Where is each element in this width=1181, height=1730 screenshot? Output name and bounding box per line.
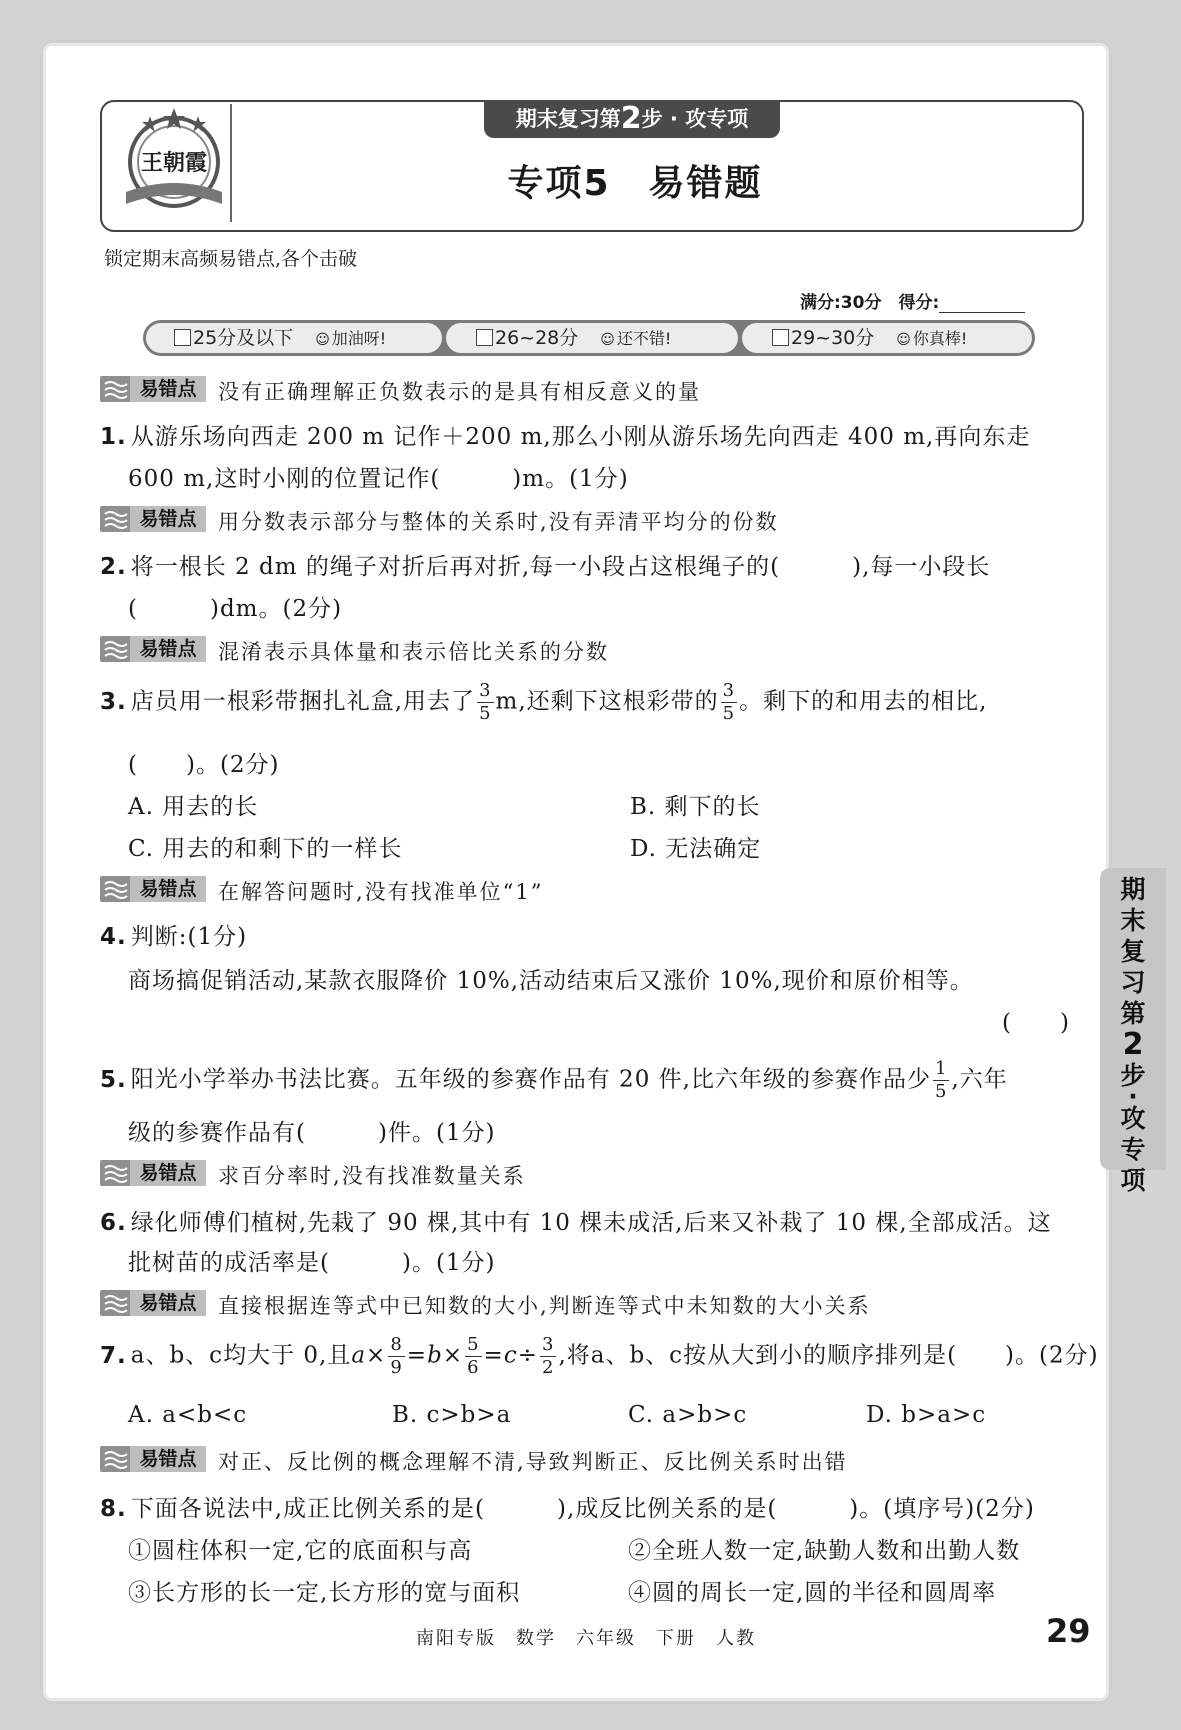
question-text: ,将a、b、c按从大到小的顺序排列是( )。(2分) — [558, 1342, 1099, 1369]
error-tag — [100, 1290, 206, 1316]
footer: 南阳专版 数学 六年级 下册 人教 — [416, 1628, 756, 1649]
face-icon: ☺ — [600, 332, 615, 348]
rating-bar — [143, 320, 1035, 356]
statement-3: ③长方形的长一定,长方形的宽与面积 — [128, 1580, 521, 1606]
question-text: 。剩下的和用去的相比, — [739, 688, 988, 715]
rating-range: 26~28分 — [495, 327, 579, 349]
side-tab-char: 期 — [1120, 875, 1146, 904]
option-d[interactable]: D. 无法确定 — [630, 836, 762, 862]
question-2-cont: ( )dm。(2分) — [128, 596, 343, 622]
side-tab-char: 步 — [1120, 1061, 1146, 1090]
page-number: 29 — [1046, 1612, 1091, 1650]
checkbox[interactable] — [174, 329, 191, 346]
score-blank[interactable] — [939, 294, 1025, 313]
tag-label: 易错点 — [130, 876, 206, 902]
side-tab-char: · — [1128, 1082, 1138, 1111]
question-text: 下面各说法中,成正比例关系的是( ),成反比例关系的是( )。(填序号)(2分) — [130, 1496, 1035, 1522]
tip-text: 对正、反比例的概念理解不清,导致判断正、反比例关系时出错 — [218, 1450, 848, 1474]
numerator: 8 — [390, 1334, 403, 1355]
question-number: 6. — [100, 1210, 127, 1236]
question-4 — [100, 918, 247, 951]
fraction — [465, 1334, 481, 1379]
error-tag — [100, 1446, 206, 1472]
question-1-cont: 600 m,这时小刚的位置记作( )m。(1分) — [128, 466, 629, 492]
error-tag — [100, 376, 206, 402]
score-line — [800, 288, 1025, 313]
rating-comment: 加油呀! — [331, 329, 387, 348]
numerator: 5 — [467, 1334, 480, 1355]
checkbox[interactable] — [772, 329, 789, 346]
option-b[interactable]: B. c>b>a — [392, 1402, 512, 1428]
face-icon: ☺ — [315, 332, 330, 348]
question-3-cont: ( )。(2分) — [128, 752, 280, 778]
question-8 — [100, 1490, 1035, 1523]
waves-icon — [104, 1163, 128, 1183]
error-tag — [100, 876, 206, 902]
question-2 — [100, 548, 990, 581]
option-a[interactable]: A. 用去的长 — [128, 794, 259, 820]
waves-icon — [104, 379, 128, 399]
waves-icon — [104, 1449, 128, 1469]
question-number: 5. — [100, 1066, 127, 1093]
side-tab-char: 2 — [1122, 1027, 1144, 1062]
waves-icon — [104, 639, 128, 659]
option-a[interactable]: A. a<b<c — [128, 1402, 248, 1428]
question-number: 4. — [100, 924, 127, 950]
tag-label: 易错点 — [130, 636, 206, 662]
numerator: 3 — [541, 1334, 555, 1355]
tag-label: 易错点 — [130, 506, 206, 532]
tip-text: 求百分率时,没有找准数量关系 — [218, 1164, 526, 1188]
numerator: 3 — [479, 680, 492, 701]
fraction — [540, 1334, 556, 1379]
question-number: 2. — [100, 554, 127, 580]
side-tab-char: 专 — [1120, 1135, 1146, 1164]
question-number: 7. — [100, 1342, 127, 1369]
side-tab-char: 末 — [1120, 906, 1146, 935]
question-text: 店员用一根彩带捆扎礼盒,用去了 — [130, 688, 476, 715]
question-number: 8. — [100, 1496, 127, 1522]
score-label: 得分: — [898, 293, 940, 313]
fraction — [933, 1058, 949, 1103]
tip-text: 混淆表示具体量和表示倍比关系的分数 — [218, 640, 609, 664]
logo-text: 王朝霞 — [140, 150, 208, 176]
error-tag — [100, 1160, 206, 1186]
waves-icon — [104, 879, 128, 899]
side-tab-char: 第 — [1120, 999, 1146, 1028]
rating-item — [146, 323, 442, 353]
option-c[interactable]: C. 用去的和剩下的一样长 — [128, 836, 403, 862]
tag-label: 易错点 — [130, 1446, 206, 1472]
question-text: 阳光小学举办书法比赛。五年级的参赛作品有 20 件,比六年级的参赛作品少 — [130, 1066, 931, 1093]
rating-comment: 你真棒! — [912, 329, 968, 348]
subtitle: 锁定期末高频易错点,各个击破 — [104, 248, 358, 270]
judgment-paren[interactable]: ( ) — [1002, 1010, 1070, 1036]
question-number: 3. — [100, 688, 127, 715]
question-5 — [100, 1058, 1008, 1103]
option-c[interactable]: C. a>b>c — [628, 1402, 748, 1428]
side-tab-char: 项 — [1120, 1166, 1146, 1195]
question-text: ,六年 — [951, 1066, 1008, 1093]
fraction — [721, 680, 737, 725]
denominator: 9 — [390, 1357, 403, 1378]
step-tab — [484, 100, 780, 138]
waves-icon — [104, 1293, 128, 1313]
rating-range: 25分及以下 — [193, 327, 294, 349]
tip-text: 在解答问题时,没有找准单位“1” — [218, 880, 544, 904]
question-text: 判断:(1分) — [130, 924, 248, 950]
side-tab-char: 复 — [1120, 937, 1146, 966]
side-tab — [1100, 868, 1166, 1195]
denominator: 5 — [479, 703, 492, 724]
question-7: 7. a、b、c均大于 0,且a× $\frac{8}{9}$ =b× $\frac{5}{6}$ =c÷ $\frac{3}{2}$ ,将a、b、c按从大到小的顺序排列是( )。(2分) — [100, 1334, 1099, 1378]
question-5-cont: 级的参赛作品有( )件。(1分) — [128, 1120, 496, 1146]
side-tab-char: 攻 — [1120, 1104, 1146, 1133]
rating-item — [446, 323, 738, 353]
error-tag — [100, 636, 206, 662]
denominator: 6 — [467, 1357, 480, 1378]
fraction — [477, 680, 493, 725]
statement-4: ④圆的周长一定,圆的半径和圆周率 — [628, 1580, 997, 1606]
face-icon: ☺ — [896, 332, 911, 348]
tag-label: 易错点 — [130, 1160, 206, 1186]
question-text: a、b、c均大于 0,且 — [130, 1342, 352, 1369]
side-tab-char: 习 — [1120, 968, 1146, 997]
question-text: 绿化师傅们植树,先栽了 90 棵,其中有 10 棵未成活,后来又补栽了 10 棵,全部成活。这 — [130, 1210, 1052, 1236]
option-b[interactable]: B. 剩下的长 — [630, 794, 761, 820]
numerator: 3 — [722, 680, 736, 701]
step-suffix: 步 · 攻专项 — [641, 107, 749, 131]
question-number: 1. — [100, 424, 127, 450]
step-prefix: 期末复习第 — [515, 107, 621, 131]
denominator: 5 — [934, 1081, 948, 1102]
rating-comment: 还不错! — [616, 329, 672, 348]
step-number: 2 — [620, 101, 642, 136]
full-score: 满分:30分 — [800, 293, 882, 313]
tag-label: 易错点 — [130, 376, 206, 402]
rating-range: 29~30分 — [791, 327, 875, 349]
question-text: 从游乐场向西走 200 m 记作＋200 m,那么小刚从游乐场先向西走 400 m,再向东走 — [130, 424, 1031, 450]
denominator: 5 — [722, 703, 736, 724]
option-d[interactable]: D. b>a>c — [866, 1402, 987, 1428]
publisher-logo — [118, 104, 230, 220]
numerator: 1 — [934, 1058, 948, 1079]
checkbox[interactable] — [476, 329, 493, 346]
question-4-statement: 商场搞促销活动,某款衣服降价 10%,活动结束后又涨价 10%,现价和原价相等。 — [128, 968, 974, 994]
tip-text: 用分数表示部分与整体的关系时,没有弄清平均分的份数 — [218, 510, 779, 534]
error-tag — [100, 506, 206, 532]
question-text: m,还剩下这根彩带的 — [495, 688, 719, 715]
question-6-cont: 批树苗的成活率是( )。(1分) — [128, 1250, 496, 1276]
rating-item — [742, 323, 1032, 353]
question-6 — [100, 1204, 1052, 1237]
question-1 — [100, 418, 1030, 451]
question-text: 将一根长 2 dm 的绳子对折后再对折,每一小段占这根绳子的( ),每一小段长 — [130, 554, 991, 580]
tag-label: 易错点 — [130, 1290, 206, 1316]
logo-divider — [230, 104, 232, 222]
statement-1: ①圆柱体积一定,它的底面积与高 — [128, 1538, 473, 1564]
question-3 — [100, 680, 987, 725]
statement-2: ②全班人数一定,缺勤人数和出勤人数 — [628, 1538, 1021, 1564]
fraction — [388, 1334, 404, 1379]
tip-text: 没有正确理解正负数表示的是具有相反意义的量 — [218, 380, 701, 404]
tip-text: 直接根据连等式中已知数的大小,判断连等式中未知数的大小关系 — [218, 1294, 871, 1318]
denominator: 2 — [541, 1357, 555, 1378]
waves-icon — [104, 509, 128, 529]
page-title: 专项5 易错题 — [507, 163, 763, 204]
